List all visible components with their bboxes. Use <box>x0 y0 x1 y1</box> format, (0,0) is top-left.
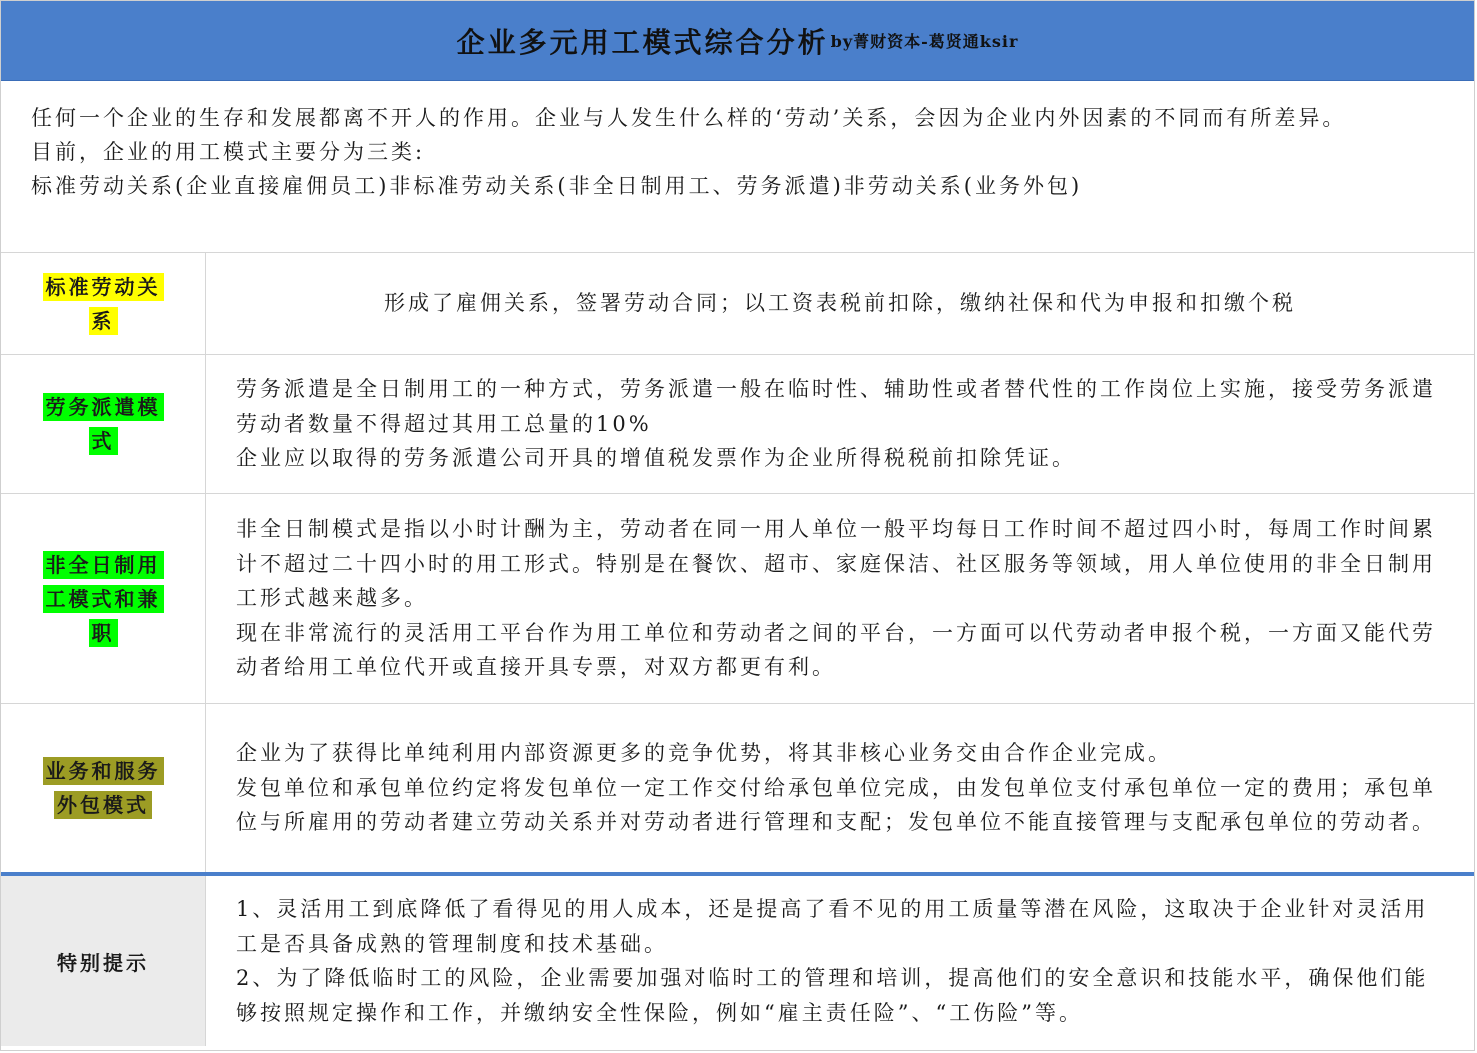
row-content <box>206 253 1474 354</box>
row-label-line: 业务和服务 <box>43 757 164 785</box>
notice-label: 特别提示 <box>57 950 149 975</box>
row-label-cell <box>1 355 206 493</box>
row-special-notice <box>1 876 1474 1046</box>
row-label-line: 劳务派遣模 <box>43 393 164 421</box>
row-text: 非全日制模式是指以小时计酬为主，劳动者在同一用人单位一般平均每日工作时间不超过四小时，每周工作时间累计不超过二十四小时的用工形式。特别是在餐饮、超市、家庭保洁、社区服务等领域，用人单位使用的非全日制用工形式越来越多。 <box>236 517 1436 611</box>
row-label-line: 式 <box>89 427 118 455</box>
document-title: 企业多元用工模式综合分析 <box>456 25 829 59</box>
row-label-line: 非全日制用 <box>43 551 164 579</box>
row-label-line: 标准劳动关 <box>43 273 164 301</box>
author-byline: by菁财资本-葛贤通ksir <box>830 32 1019 51</box>
row-content <box>206 494 1474 703</box>
notice-item: 2、为了降低临时工的风险，企业需要加强对临时工的管理和培训，提高他们的安全意识和技能水平，确保他们能够按照规定操作和工作，并缴纳安全性保险，例如“雇主责任险”、“工伤险”等。 <box>236 966 1429 1025</box>
row-labor-dispatch <box>1 355 1474 494</box>
row-label-cell <box>1 494 206 703</box>
notice-content <box>206 876 1474 1046</box>
row-label <box>43 270 164 338</box>
row-label-cell <box>1 704 206 872</box>
row-label-cell <box>1 253 206 354</box>
row-part-time <box>1 494 1474 704</box>
row-text: 企业为了获得比单纯利用内部资源更多的竞争优势，将其非核心业务交由合作企业完成。 <box>236 741 1172 766</box>
notice-label-cell <box>1 876 206 1046</box>
row-standard-labor <box>1 253 1474 355</box>
row-label-line: 系 <box>89 307 118 335</box>
row-label <box>43 754 164 822</box>
row-label-line: 职 <box>89 619 118 647</box>
row-text: 发包单位和承包单位约定将发包单位一定工作交付给承包单位完成，由发包单位支付承包单位一定的费用；承包单位与所雇用的劳动者建立劳动关系并对劳动者进行管理和支配；发包单位不能直接管理与支配承包单位的劳动者。 <box>236 775 1436 835</box>
row-text: 现在非常流行的灵活用工平台作为用工单位和劳动者之间的平台，一方面可以代劳动者申报个税，一方面又能代劳动者给用工单位代开或直接开具专票，对双方都更有利。 <box>236 620 1436 680</box>
row-label-line: 外包模式 <box>54 791 152 819</box>
row-label <box>43 390 164 458</box>
intro-section <box>1 81 1474 253</box>
row-text: 形成了雇佣关系，签署劳动合同；以工资表税前扣除，缴纳社保和代为申报和扣缴个税 <box>384 291 1296 316</box>
intro-categories: 标准劳动关系(企业直接雇佣员工)非标准劳动关系(非全日制用工、劳务派遣)非劳动关系(业务外包) <box>31 174 1083 198</box>
row-text: 企业应以取得的劳务派遣公司开具的增值税发票作为企业所得税税前扣除凭证。 <box>236 446 1076 471</box>
row-content <box>206 704 1474 872</box>
intro-paragraph: 任何一个企业的生存和发展都离不开人的作用。企业与人发生什么样的‘劳动’关系，会因为企业内外因素的不同而有所差异。 <box>31 106 1347 130</box>
row-content <box>206 355 1474 493</box>
row-label-line: 工模式和兼 <box>43 585 164 613</box>
row-text: 劳务派遣是全日制用工的一种方式，劳务派遣一般在临时性、辅助性或者替代性的工作岗位上实施，接受劳务派遣劳动者数量不得超过其用工总量的10% <box>236 377 1436 436</box>
row-label <box>43 548 164 650</box>
header-bar <box>1 1 1474 81</box>
intro-subheading: 目前，企业的用工模式主要分为三类: <box>31 140 426 164</box>
notice-item: 1、灵活用工到底降低了看得见的用人成本，还是提高了看不见的用工质量等潜在风险，这取决于企业针对灵活用工是否具备成熟的管理制度和技术基础。 <box>236 897 1429 956</box>
row-outsourcing <box>1 704 1474 876</box>
